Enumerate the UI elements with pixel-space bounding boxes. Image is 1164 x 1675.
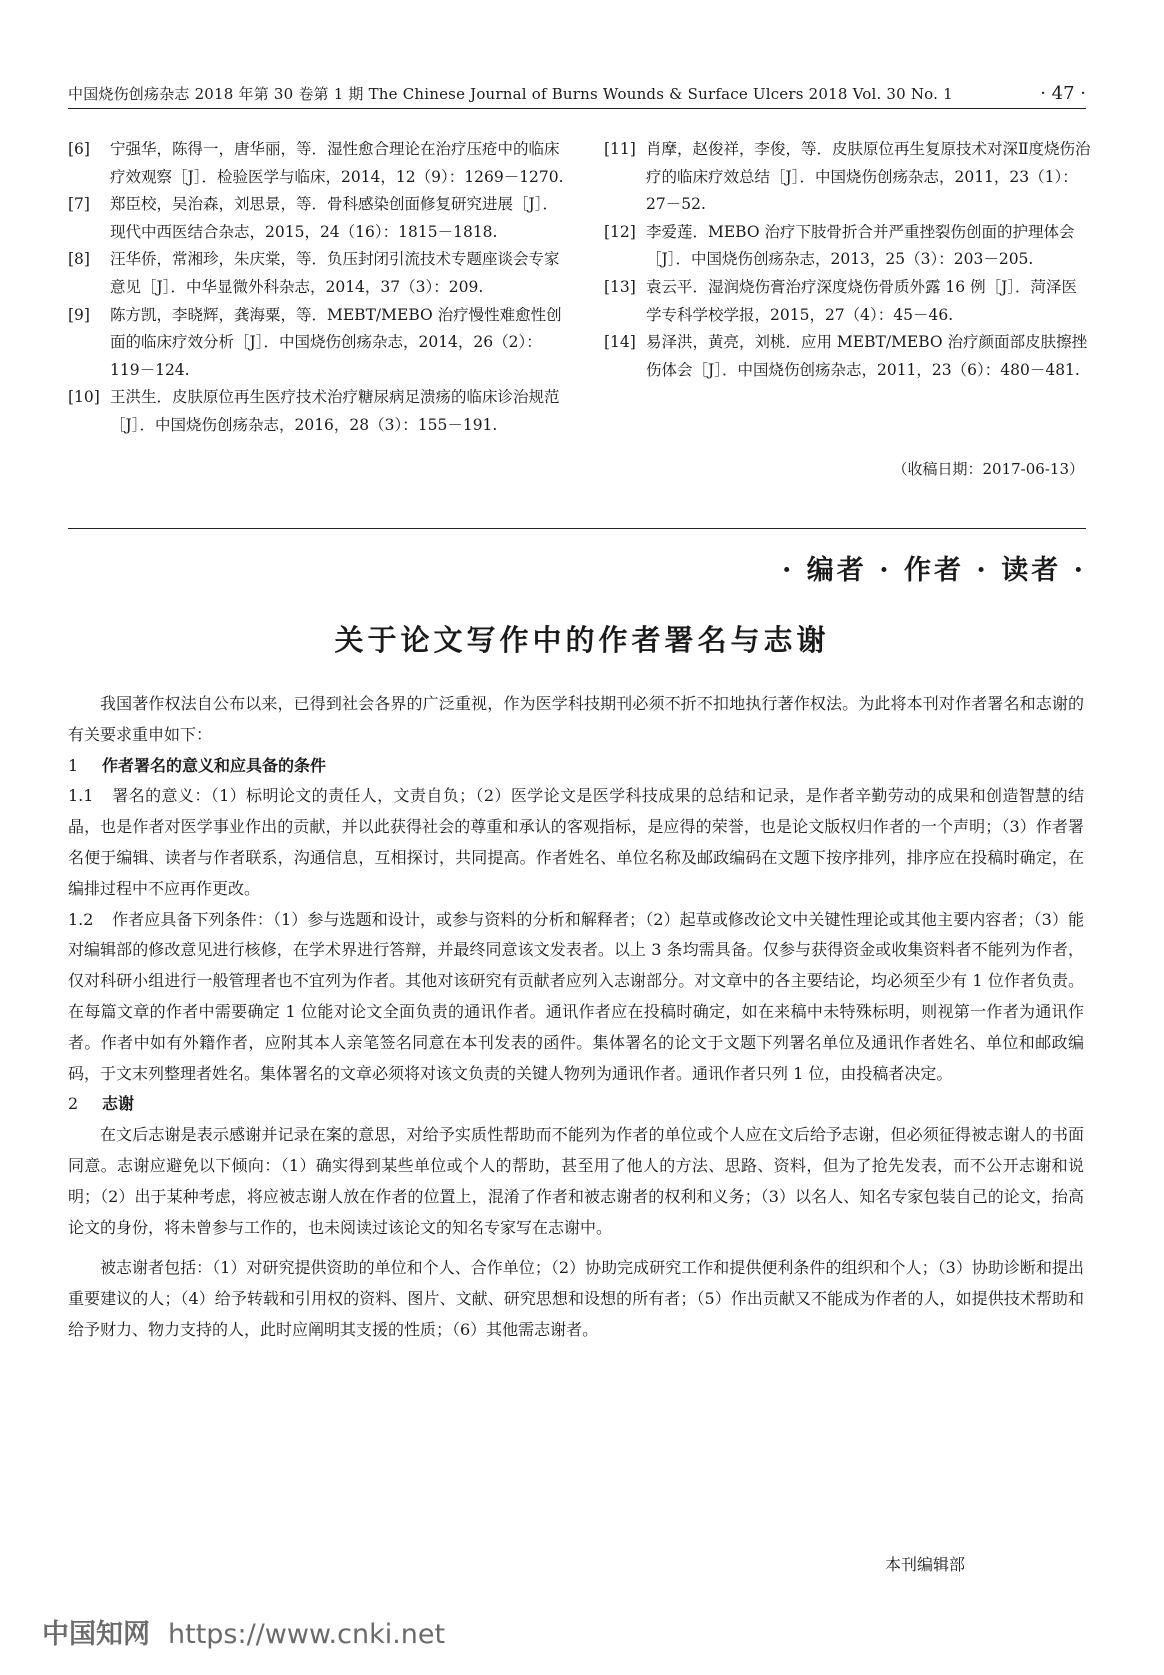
reference-item: [11] 肖摩，赵俊祥，李俊，等．皮肤原位再生复原技术对深Ⅱ度烧伤治疗的临床疗效总结［J］．中国烧伤创疡杂志，2011，23（1）：27－52. <box>604 140 1091 214</box>
reference-item: [12] 李爱莲．MEBO 治疗下肢骨折合并严重挫裂伤创面的护理体会［J］．中国烧伤创疡杂志，2013，25（3）：203－205. <box>604 222 1075 269</box>
journal-title: 中国烧伤创疡杂志 2018 年第 30 卷第 1 期 The Chinese Journal of Burns Wounds & Surface Ulcers 2018 Vol. 30 No. 1 <box>68 85 953 103</box>
section-divider <box>68 528 1086 529</box>
cnki-url: https://www.cnki.net <box>168 1619 446 1650</box>
section-heading: 1 作者署名的意义和应具备的条件 <box>68 755 327 775</box>
running-header <box>68 80 1086 109</box>
article-body <box>68 689 1084 1346</box>
cnki-logo-text: 中国知网 <box>42 1619 150 1650</box>
received-date: （收稿日期：2017-06-13） <box>892 460 1084 478</box>
editorial-signature: 本刊编辑部 <box>885 1555 966 1574</box>
paragraph-1-2: 1.2 作者应具备下列条件：（1）参与选题和设计，或参与资料的分析和解释者；（2）起草或修改论文中关键性理论或其他主要内容者；（3）能对编辑部的修改意见进行核修，在学术界进行答辩，并最终同意该文发表者。以上 3 条均需具备。仅参与获得资金或收集资料者不能列为作者，仅对科研小组进行一般管理者也不宜列为作者。其他对该研究有贡献者应列入志谢部分。对文章中的各主要结论，均必须至少有 1 位作者负责。在每篇文章的作者中需要确定 1 位能对论文全面负责的通讯作者。通讯作者应在投稿时确定，如在来稿中未特殊标明，则视第一作者为通讯作者。作者中如有外籍作者，应附其本人亲笔签名同意在本刊发表的函件。集体署名的论文于文题下列署名单位及通讯作者姓名、单位和邮政编码，于文末列整理者姓名。集体署名的文章必须将对该文负责的关键人物列为通讯作者。通讯作者只列 1 位，由投稿者决定。 <box>68 909 1084 1083</box>
reference-item: [13] 袁云平．湿润烧伤膏治疗深度烧伤骨质外露 16 例［J］．菏泽医学专科学校学报，2015，27（4）：45－46. <box>604 277 1078 324</box>
intro-paragraph: 我国著作权法自公布以来，已得到社会各界的广泛重视，作为医学科技期刊必须不折不扣地执行著作权法。为此将本刊对作者署名和志谢的有关要求重申如下： <box>68 694 1084 744</box>
page-number: · 47 · <box>1040 83 1086 104</box>
reference-item: [9] 陈方凯，李晓辉，龚海粟，等．MEBT/MEBO 治疗慢性难愈性创面的临床疗效分析［J］．中国烧伤创疡杂志，2014，26（2）：119－124. <box>68 305 562 379</box>
cnki-watermark <box>42 1612 445 1651</box>
column-heading: · 编者 · 作者 · 读者 · <box>782 555 1086 586</box>
references-right-column <box>604 136 1092 384</box>
reference-item: [14] 易泽洪，黄亮，刘桃．应用 MEBT/MEBO 治疗颜面部皮肤擦挫伤体会［J］．中国烧伤创疡杂志，2011，23（6）：480－481. <box>604 333 1088 379</box>
paragraph-1-1: 1.1 署名的意义：（1）标明论文的责任人，文责自负；（2）医学论文是医学科技成果的总结和记录，是作者辛勤劳动的成果和创造智慧的结晶，也是作者对医学事业作出的贡献，并以此获得社会的尊重和承认的客观指标，是应得的荣誉，也是论文版权归作者的一个声明；（3）作者署名便于编辑、读者与作者联系，沟通信息，互相探讨，共同提高。作者姓名、单位名称及邮政编码在文题下按序排列，排序应在投稿时确定，在编排过程中不应再作更改。 <box>68 786 1084 898</box>
references-left-column <box>68 136 570 440</box>
reference-item: [7] 郑臣校，吴治森，刘思景，等．骨科感染创面修复研究进展［J］．现代中西医结合杂志，2015，24（16）：1815－1818. <box>68 195 558 241</box>
section-heading: 2 志谢 <box>68 1094 135 1114</box>
acknowledgement-scope-paragraph: 被志谢者包括：（1）对研究提供资助的单位和个人、合作单位；（2）协助完成研究工作和提供便利条件的组织和个人；（3）协助诊断和提出重要建议的人；（4）给予转载和引用权的资料、图片、文献、研究思想和设想的所有者；（5）作出贡献又不能成为作者的人，如提供技术帮助和给予财力、物力支持的人，此时应阐明其支援的性质；（6）其他需志谢者。 <box>68 1258 1084 1339</box>
reference-item: [8] 汪华侨，常湘珍，朱庆棠，等．负压封闭引流技术专题座谈会专家意见［J］．中华显微外科杂志，2014，37（3）：209. <box>68 250 560 296</box>
reference-item: [10] 王洪生．皮肤原位再生医疗技术治疗糖尿病足溃疡的临床诊治规范［J］．中国烧伤创疡杂志，2016，28（3）：155－191. <box>68 388 560 434</box>
reference-item: [6] 宁强华，陈得一，唐华丽，等．湿性愈合理论在治疗压疮中的临床疗效观察［J］．检验医学与临床，2014，12（9）：1269－1270. <box>68 140 564 186</box>
article-title: 关于论文写作中的作者署名与志谢 <box>334 623 830 657</box>
acknowledgement-paragraph: 在文后志谢是表示感谢并记录在案的意思，对给予实质性帮助而不能列为作者的单位或个人应在文后给予志谢，但必须征得被志谢人的书面同意。志谢应避免以下倾向：（1）确实得到某些单位或个人的帮助，甚至用了他人的方法、思路、资料，但为了抢先发表，而不公开志谢和说明；（2）出于某种考虑，将应被志谢人放在作者的位置上，混淆了作者和被志谢者的权利和义务；（3）以名人、知名专家包装自己的论文，抬高论文的身份，将未曾参与工作的，也未阅读过该论文的知名专家写在志谢中。 <box>68 1125 1084 1237</box>
